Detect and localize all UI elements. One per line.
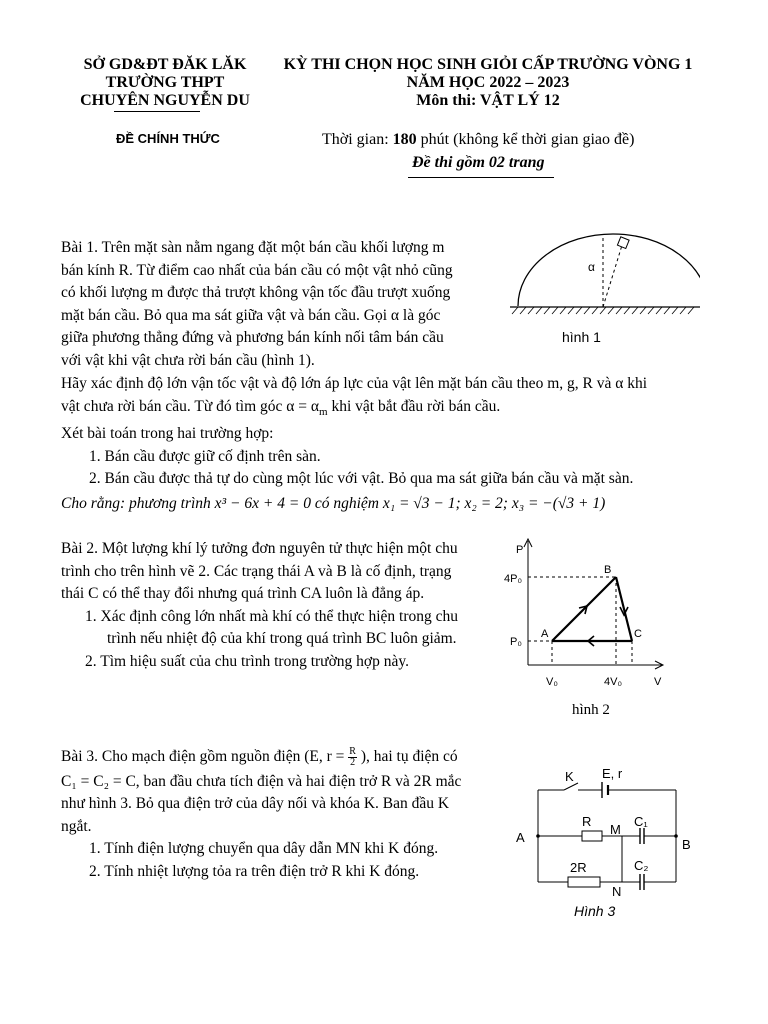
small-block — [617, 237, 629, 249]
p1-line: bán kính R. Từ điểm cao nhất của bán cầu có một vật nhỏ cũng — [61, 261, 453, 279]
time-value: 180 — [392, 131, 417, 148]
capacitor-C1 — [640, 828, 644, 844]
header-underline-right — [408, 177, 554, 178]
school-year: NĂM HỌC 2022 – 2023 — [406, 74, 570, 91]
p2-line: thái C có thể thay đổi nhưng quá trình CA luôn là đẳng áp. — [61, 585, 425, 602]
p1-hint: Cho rằng: phương trình x³ − 6x + 4 = 0 có nghiệm x₁ = √3 − 1; x₂ = 2; x₃ = −(√3 + 1) — [61, 494, 606, 512]
node-A-label: A — [516, 830, 525, 845]
node-M-label: M — [610, 822, 621, 837]
p3-line1-b: ), hai tụ điện có — [356, 748, 458, 765]
exam-header — [268, 56, 708, 110]
circuit-wires — [538, 783, 676, 882]
fraction-numerator: R — [349, 745, 356, 757]
resistor-2R — [568, 877, 600, 887]
figure-2-pv-diagram — [500, 535, 680, 695]
point-C: C — [634, 628, 642, 640]
p2-line: Bài 2. Một lượng khí lý tưởng đơn nguyên tử thực hiện một chu — [61, 540, 458, 557]
school-name: CHUYÊN NGUYỄN DU — [80, 92, 250, 109]
school-header — [60, 56, 270, 110]
problem-2-text — [61, 538, 501, 673]
exam-time — [322, 131, 634, 149]
node-A-dot — [536, 834, 540, 838]
tick-v0: V₀ — [546, 676, 558, 688]
p1-line: giữa phương thẳng đứng và phương bán kính nối tâm bán cầu — [61, 329, 444, 346]
p1-line: Bài 1. Trên mặt sàn nằm ngang đặt một bán cầu khối lượng m — [61, 239, 445, 256]
exam-title: KỲ THI CHỌN HỌC SINH GIỎI CẤP TRƯỜNG VÒNG 1 — [283, 56, 693, 73]
p1-q2-sub: m — [319, 405, 328, 418]
tick-p0: P₀ — [510, 636, 522, 648]
floor-hatching — [512, 307, 694, 314]
node-B-dot — [674, 834, 678, 838]
p2-item-cont: trình nếu nhiệt độ của khí trong quá trình BC luôn giảm. — [107, 630, 457, 647]
switch-K-label: K — [565, 769, 574, 784]
p1-question-line — [61, 396, 741, 424]
tick-4p0: 4P₀ — [504, 573, 523, 585]
p3-line: như hình 3. Bỏ qua điện trở của dây nối và khóa K. Ban đầu K — [61, 795, 450, 812]
source-label: E, r — [602, 766, 623, 781]
p1-line: có khối lượng m được thả trượt không vận tốc đầu trượt xuống — [61, 284, 451, 301]
p2-line: trình cho trên hình vẽ 2. Các trạng thái A và B là cố định, trạng — [61, 562, 452, 580]
figure-3-circuit — [510, 762, 710, 922]
p3-line1-a: Bài 3. Cho mạch điện gồm nguồn điện (E, r = — [61, 748, 349, 765]
figure-1-caption: hình 1 — [562, 329, 601, 345]
point-B: B — [604, 564, 612, 576]
problem-1-text — [61, 237, 501, 372]
fraction-denominator: 2 — [350, 756, 356, 768]
p1-question-line: Hãy xác định độ lớn vận tốc vật và độ lớn áp lực của vật lên mặt bán cầu theo m, g, R và α khi — [61, 375, 648, 392]
resistor-R — [582, 831, 602, 841]
tick-4v0: 4V₀ — [604, 676, 623, 688]
p3-line: ngắt. — [61, 817, 92, 835]
resistor-R-label: R — [582, 814, 592, 829]
capacitor-C1-label: C₁ — [634, 814, 648, 829]
p2-item: 2. Tìm hiệu suất của chu trình trong trường hợp này. — [85, 652, 409, 670]
p1-cases-intro: Xét bài toán trong hai trường hợp: — [61, 425, 274, 443]
p1-line: với vật khi vật chưa rời bán cầu (hình 1). — [61, 351, 315, 369]
point-A: A — [541, 628, 549, 640]
p3-item: 2. Tính nhiệt lượng tỏa ra trên điện trở R khi K đóng. — [89, 862, 420, 880]
page-count: Đề thi gồm 02 trang — [412, 154, 545, 171]
time-suffix: phút (không kể thời gian giao đề) — [416, 131, 635, 148]
problem-1-question — [61, 373, 741, 515]
alpha-label: α — [588, 260, 595, 274]
p3-item: 1. Tính điện lượng chuyển qua dây dẫn MN khi K đóng. — [89, 840, 439, 857]
school-type: TRƯỜNG THPT — [105, 74, 225, 91]
node-N-label: N — [612, 884, 622, 899]
p1-q2-text: vật chưa rời bán cầu. Từ đó tìm góc α = α — [61, 397, 320, 415]
battery — [602, 782, 608, 798]
p2-item: 1. Xác định công lớn nhất mà khí có thể thực hiện trong chu — [85, 607, 459, 625]
subject: Môn thi: VẬT LÝ 12 — [416, 92, 560, 109]
dept-name: SỞ GD&ĐT ĐĂK LĂK — [83, 56, 247, 73]
time-prefix: Thời gian: — [322, 131, 393, 148]
process-BC — [616, 577, 632, 641]
process-AB — [552, 577, 616, 641]
capacitor-C2 — [640, 874, 644, 890]
radius-dashed — [603, 242, 623, 307]
p1-item: 1. Bán cầu được giữ cố định trên sàn. — [89, 447, 321, 465]
figure-1 — [500, 230, 700, 360]
hemisphere-outline — [518, 234, 700, 306]
figure-3-caption: Hình 3 — [574, 903, 616, 919]
problem-3-text — [61, 746, 511, 883]
node-B-label: B — [682, 837, 691, 852]
p-axis-label: P — [516, 544, 524, 556]
figure-2-caption: hình 2 — [572, 702, 610, 718]
p3-line1 — [61, 746, 511, 769]
p3-line: C₁ = C₂ = C, ban đầu chưa tích điện và hai điện trở R và 2R mắc — [61, 772, 462, 790]
p1-q2-end: khi vật bắt đầu rời bán cầu. — [327, 397, 501, 415]
v-axis-label: V — [654, 676, 662, 688]
official-label: ĐỀ CHÍNH THỨC — [116, 131, 220, 146]
capacitor-C2-label: C₂ — [634, 858, 649, 873]
p1-item: 2. Bán cầu được thả tự do cùng một lúc với vật. Bỏ qua ma sát giữa bán cầu và mặt sàn. — [89, 470, 634, 488]
header-underline-left — [114, 111, 200, 112]
resistor-2R-label: 2R — [570, 860, 587, 875]
r-fraction — [348, 747, 357, 768]
p1-line: mặt bán cầu. Bỏ qua ma sát giữa vật và bán cầu. Gọi α là góc — [61, 306, 441, 324]
